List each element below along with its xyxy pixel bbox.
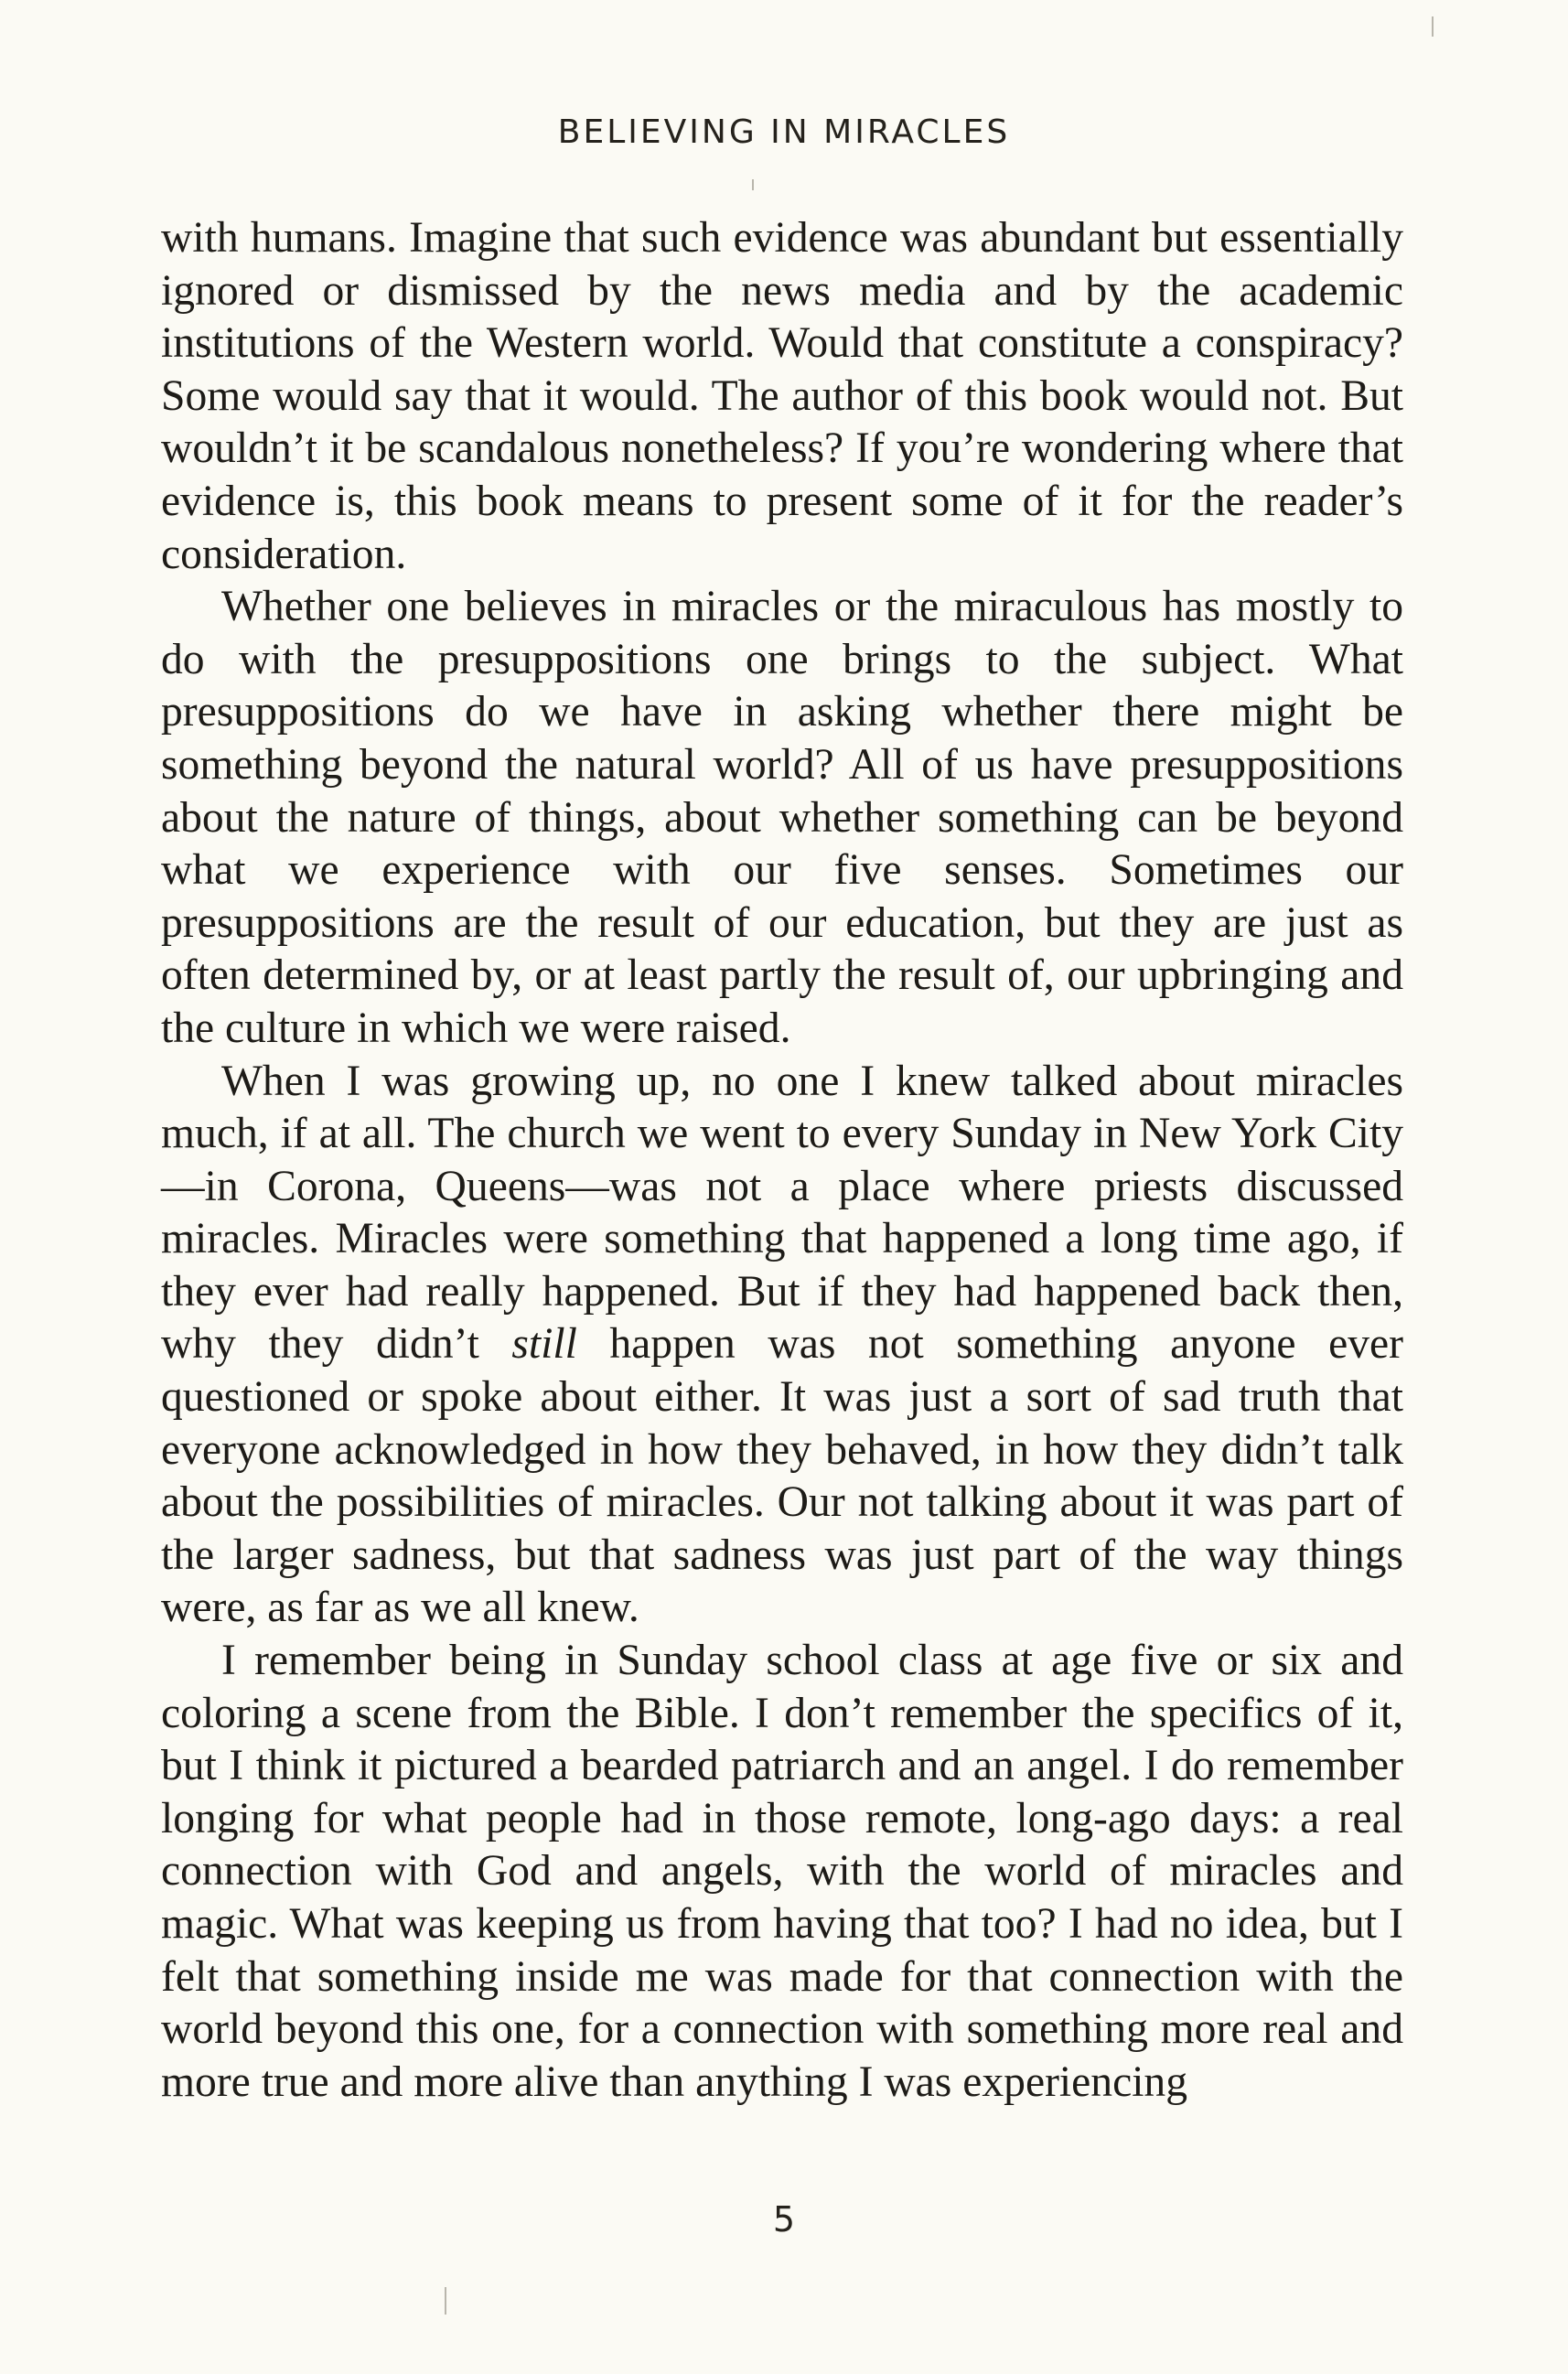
scan-mark-bottom — [445, 2287, 446, 2315]
paragraph-4: I remember being in Sunday school class at age five or six and coloring a scene from the Bible. I don’t remember the specifics of it, but I think it pictured a bearded patriarch and an angel. I do remember longing for what people had in those remote, long-ago days: a real connection with God and angels, with the world of miracles and magic. What was keeping us from having that too? I had no idea, but I felt that something inside me was made for that connection with the world beyond this one, for a connection with something more real and more true and more alive than anything I was experiencing — [161, 1637, 1403, 2106]
paragraph-3-part-1: When I was growing up, no one I knew talked about miracles much, if at all. The church we went to every Sunday in New York City—in Corona, Queens—was not a place where priests discussed miracles. Miracles were something that happened a long time ago, if they ever had really happened. But if they had happened back then, why they didn’t — [161, 1057, 1403, 1369]
emphasis-still: still — [511, 1320, 577, 1369]
body-text — [161, 212, 1403, 2109]
paragraph-3 — [161, 1056, 1403, 1636]
running-head: BELIEVING IN MIRACLES — [557, 113, 1011, 151]
paragraph-3-part-2: happen was not something anyone ever questioned or spoke about either. It was just a sort of sad truth that everyone acknowledged in how they behaved, in how they didn’t talk about the possibilities of miracles. Our not talking about it was part of the larger sadness, but that sadness was just part of the way things were, as far as we all knew. — [161, 1320, 1403, 1632]
scan-mark-corner — [1432, 16, 1434, 37]
paragraph-2: Whether one believes in miracles or the miraculous has mostly to do with the presuppositions one brings to the subject. What presuppositions do we have in asking whether there might be something beyond the natural world? All of us have presuppositions about the nature of things, about whether something can be beyond what we experience with our five senses. Sometimes our presuppositions are the result of our education, but they are just as often determined by, or at least partly the result of, our upbringing and the culture in which we were raised. — [161, 583, 1403, 1052]
scan-mark-top — [752, 179, 754, 190]
page-number: 5 — [772, 2199, 796, 2240]
paragraph-1: with humans. Imagine that such evidence was abundant but essentially ignored or dismissed by the news media and by the academic institutions of the Western world. Would that constitute a conspiracy? Some would say that it would. The author of this book would not. But wouldn’t it be scandalous nonetheless? If you’re wondering where that evidence is, this book means to present some of it for the reader’s consideration. — [161, 214, 1403, 578]
